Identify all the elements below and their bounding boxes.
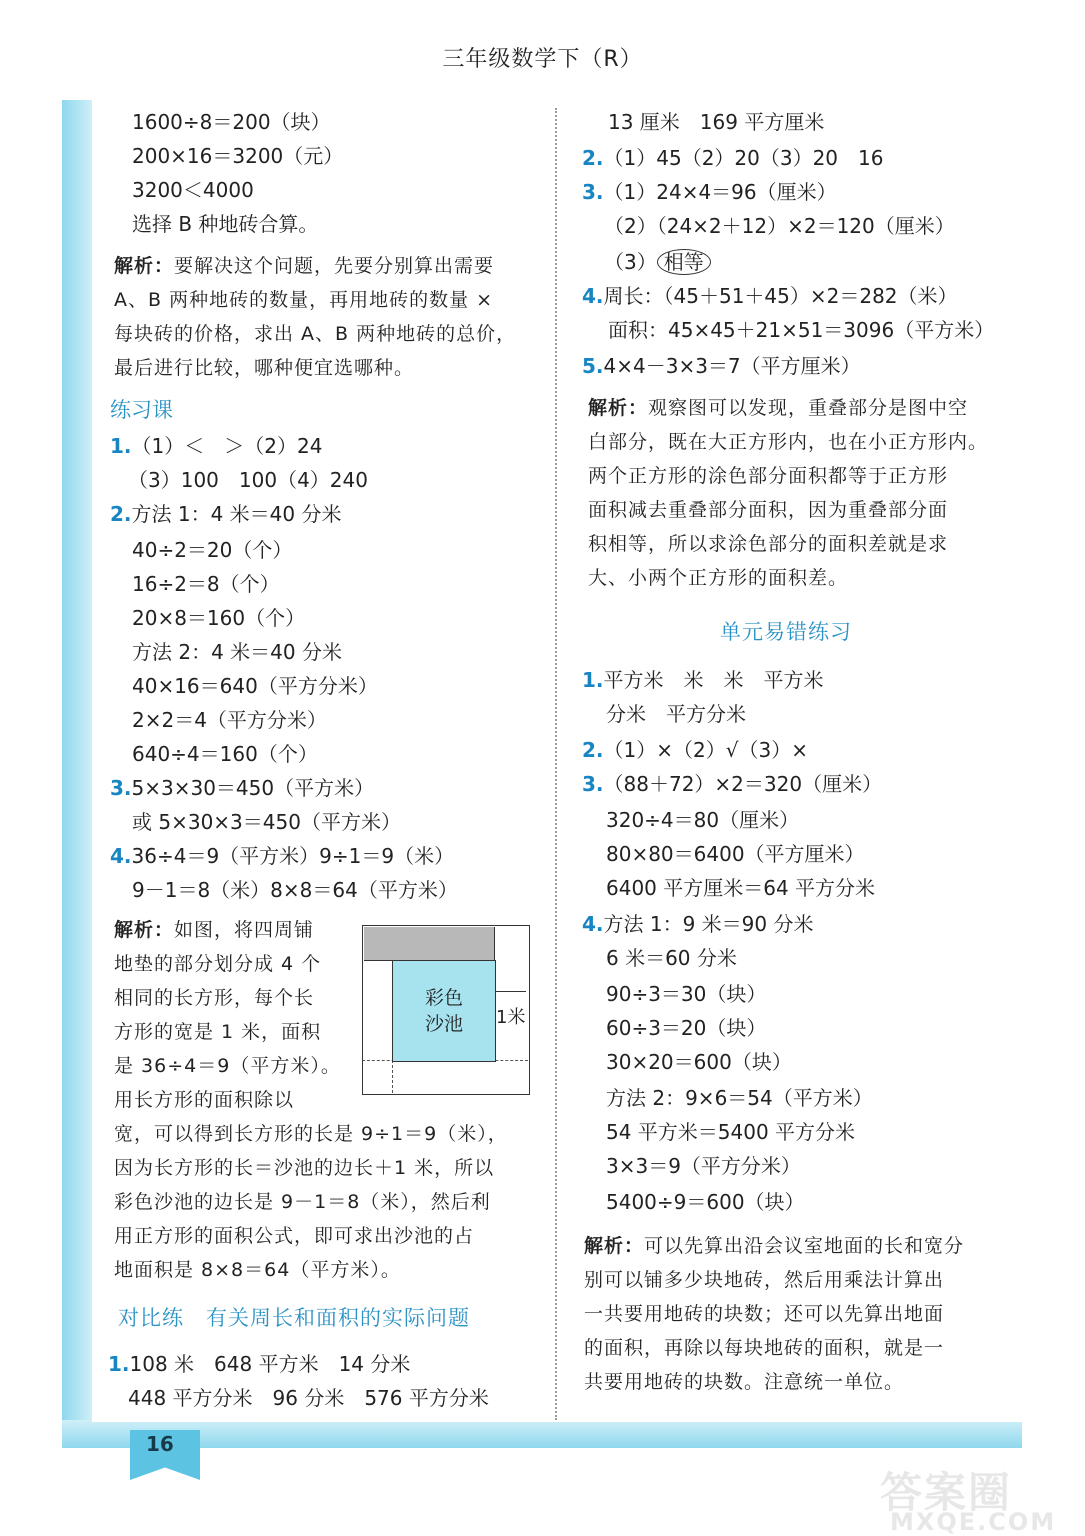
question-line: 4.周长：（45＋51＋45）×2＝282（米） xyxy=(582,284,958,308)
figure-dimension-arrow xyxy=(496,991,526,992)
question-line: 4.36÷4＝9（平方米）9÷1＝9（米） xyxy=(110,844,455,868)
page-header: 三年级数学下（R） xyxy=(442,47,643,72)
answer-line: （2）（24×2＋12）×2＝120（厘米） xyxy=(604,214,955,238)
analysis-line: 地垫的部分划分成 4 个 xyxy=(114,953,322,975)
figure-mat-rectangle xyxy=(364,927,495,961)
analysis-line: 相同的长方形，每个长 xyxy=(114,987,315,1009)
question-number: 1. xyxy=(110,434,132,458)
analysis-line: 面积减去重叠部分面积，因为重叠部分面 xyxy=(588,499,949,521)
figure-dimension-label: 1米 xyxy=(496,1007,526,1028)
analysis-line: 每块砖的价格，求出 A、B 两种地砖的总价， xyxy=(114,323,517,345)
question-number: 1. xyxy=(108,1352,130,1376)
answer-line: 方法 2：9×6＝54（平方米） xyxy=(606,1086,873,1110)
analysis-line: 解析：要解决这个问题，先要分别算出需要 xyxy=(114,255,495,277)
analysis-line: 解析：如图，将四周铺 xyxy=(114,919,315,941)
bottom-decor-strip xyxy=(62,1420,1022,1448)
analysis-line: 积相等，所以求涂色部分的面积差就是求 xyxy=(588,533,949,555)
question-line: 2.（1）45（2）20（3）20 16 xyxy=(582,146,884,170)
watermark-url: MXQE.COM xyxy=(890,1508,1057,1536)
answer-line: 80×80＝6400（平方厘米） xyxy=(606,842,865,866)
answer-line: 20×8＝160（个） xyxy=(132,606,306,630)
answer-line: 200×16＝3200（元） xyxy=(132,144,344,168)
question-line: 2.（1）×（2）√（3）× xyxy=(582,738,808,762)
analysis-line: 用长方形的面积除以 xyxy=(114,1089,295,1111)
watermark xyxy=(880,1460,1080,1536)
question-number: 4. xyxy=(110,844,132,868)
question-number: 3. xyxy=(582,180,604,204)
question-line: 3.5×3×30＝450（平方米） xyxy=(110,776,375,800)
answer-line: 或 5×30×3＝450（平方米） xyxy=(132,810,401,834)
answer-line: 640÷4＝160（个） xyxy=(132,742,318,766)
answer-line: （3） 相等 xyxy=(604,248,711,276)
analysis-line: 大、小两个正方形的面积差。 xyxy=(588,567,849,589)
section-title: 练习课 xyxy=(110,398,173,422)
answer-line: 90÷3＝30（块） xyxy=(606,982,767,1006)
answer-line: 54 平方米＝5400 平方分米 xyxy=(606,1120,856,1144)
answer-line: 40×16＝640（平方分米） xyxy=(132,674,378,698)
column-divider xyxy=(555,108,557,1420)
question-number: 3. xyxy=(110,776,132,800)
answer-line: 9－1＝8（米）8×8＝64（平方米） xyxy=(132,878,458,902)
circled-answer: 相等 xyxy=(657,249,711,275)
watermark-text: 答案圈 xyxy=(880,1468,1013,1517)
analysis-line: 一共要用地砖的块数；还可以先算出地面 xyxy=(584,1303,945,1325)
answer-line: 选择 B 种地砖合算。 xyxy=(132,212,319,236)
question-number: 5. xyxy=(582,354,604,378)
analysis-line: 别可以铺多少块地砖，然后用乘法计算出 xyxy=(584,1269,945,1291)
analysis-line: 用正方形的面积公式，即可求出沙池的占 xyxy=(114,1225,475,1247)
analysis-line: 因为长方形的长＝沙池的边长＋1 米，所以 xyxy=(114,1157,495,1179)
sandpit-figure xyxy=(362,925,530,1100)
question-line: 4.方法 1：9 米＝90 分米 xyxy=(582,912,814,936)
question-line: 3.（88＋72）×2＝320（厘米） xyxy=(582,772,883,796)
answer-line: 面积：45×45＋21×51＝3096（平方米） xyxy=(608,318,995,342)
question-line: 5.4×4－3×3＝7（平方厘米） xyxy=(582,354,861,378)
answer-line: 分米 平方分米 xyxy=(606,702,746,726)
page-number: 16 xyxy=(146,1432,174,1456)
analysis-line: A、B 两种地砖的数量，再用地砖的数量 × xyxy=(114,289,494,311)
answer-line: 6400 平方厘米＝64 平方分米 xyxy=(606,876,876,900)
answer-line: 3200＜4000 xyxy=(132,178,254,202)
analysis-line: 共要用地砖的块数。注意统一单位。 xyxy=(584,1371,905,1393)
section-title: 单元易错练习 xyxy=(720,620,852,644)
answer-line: 6 米＝60 分米 xyxy=(606,946,737,970)
left-decor-strip xyxy=(62,100,92,1440)
analysis-line: 地面积是 8×8＝64（平方米）。 xyxy=(114,1259,401,1281)
question-line: （3）100 100（4）240 xyxy=(128,468,368,492)
answer-line: 320÷4＝80（厘米） xyxy=(606,808,800,832)
question-number: 4. xyxy=(582,284,604,308)
answer-line: 13 厘米 169 平方厘米 xyxy=(608,110,825,134)
question-number: 1. xyxy=(582,668,604,692)
analysis-line: 方形的宽是 1 米，面积 xyxy=(114,1021,322,1043)
question-number: 2. xyxy=(582,146,604,170)
answer-line: 448 平方分米 96 分米 576 平方分米 xyxy=(128,1386,489,1410)
answer-line: 30×20＝600（块） xyxy=(606,1050,792,1074)
answer-line: 5400÷9＝600（块） xyxy=(606,1190,805,1214)
analysis-label: 解析： xyxy=(114,255,175,277)
analysis-line: 宽，可以得到长方形的长是 9÷1＝9（米）， xyxy=(114,1123,508,1145)
analysis-line: 是 36÷4＝9（平方米）。 xyxy=(114,1055,341,1077)
question-line: 1.108 米 648 平方米 14 分米 xyxy=(108,1352,411,1376)
analysis-label: 解析： xyxy=(588,397,649,419)
question-line: 2.方法 1：4 米＝40 分米 xyxy=(110,502,342,526)
question-line: 1.平方米 米 米 平方米 xyxy=(582,668,824,692)
answer-line: 2×2＝4（平方分米） xyxy=(132,708,327,732)
question-line: 3.（1）24×4＝96（厘米） xyxy=(582,180,837,204)
section-title: 对比练 有关周长和面积的实际问题 xyxy=(118,1306,470,1330)
analysis-line: 彩色沙池的边长是 9－1＝8（米），然后利 xyxy=(114,1191,491,1213)
analysis-line: 的面积，再除以每块地砖的面积，就是一 xyxy=(584,1337,945,1359)
answer-line: 60÷3＝20（块） xyxy=(606,1016,767,1040)
analysis-line: 白部分，既在大正方形内，也在小正方形内。 xyxy=(588,431,989,453)
answer-line: 1600÷8＝200（块） xyxy=(132,110,331,134)
question-number: 2. xyxy=(110,502,132,526)
figure-sandpit-label: 彩色 沙池 xyxy=(424,987,463,1035)
answer-line: 方法 2：4 米＝40 分米 xyxy=(132,640,342,664)
analysis-label: 解析： xyxy=(584,1235,645,1257)
answer-line: 16÷2＝8（个） xyxy=(132,572,280,596)
analysis-line: 两个正方形的涂色部分面积都等于正方形 xyxy=(588,465,949,487)
analysis-line: 解析：可以先算出沿会议室地面的长和宽分 xyxy=(584,1235,965,1257)
analysis-line: 解析：观察图可以发现，重叠部分是图中空 xyxy=(588,397,969,419)
analysis-line: 最后进行比较，哪种便宜选哪种。 xyxy=(114,357,415,379)
answer-line: 40÷2＝20（个） xyxy=(132,538,293,562)
analysis-label: 解析： xyxy=(114,919,175,941)
question-line: 1.（1）＜ ＞（2）24 xyxy=(110,434,323,458)
question-number: 2. xyxy=(582,738,604,762)
question-number: 3. xyxy=(582,772,604,796)
answer-line: 3×3＝9（平方分米） xyxy=(606,1154,801,1178)
question-number: 4. xyxy=(582,912,604,936)
